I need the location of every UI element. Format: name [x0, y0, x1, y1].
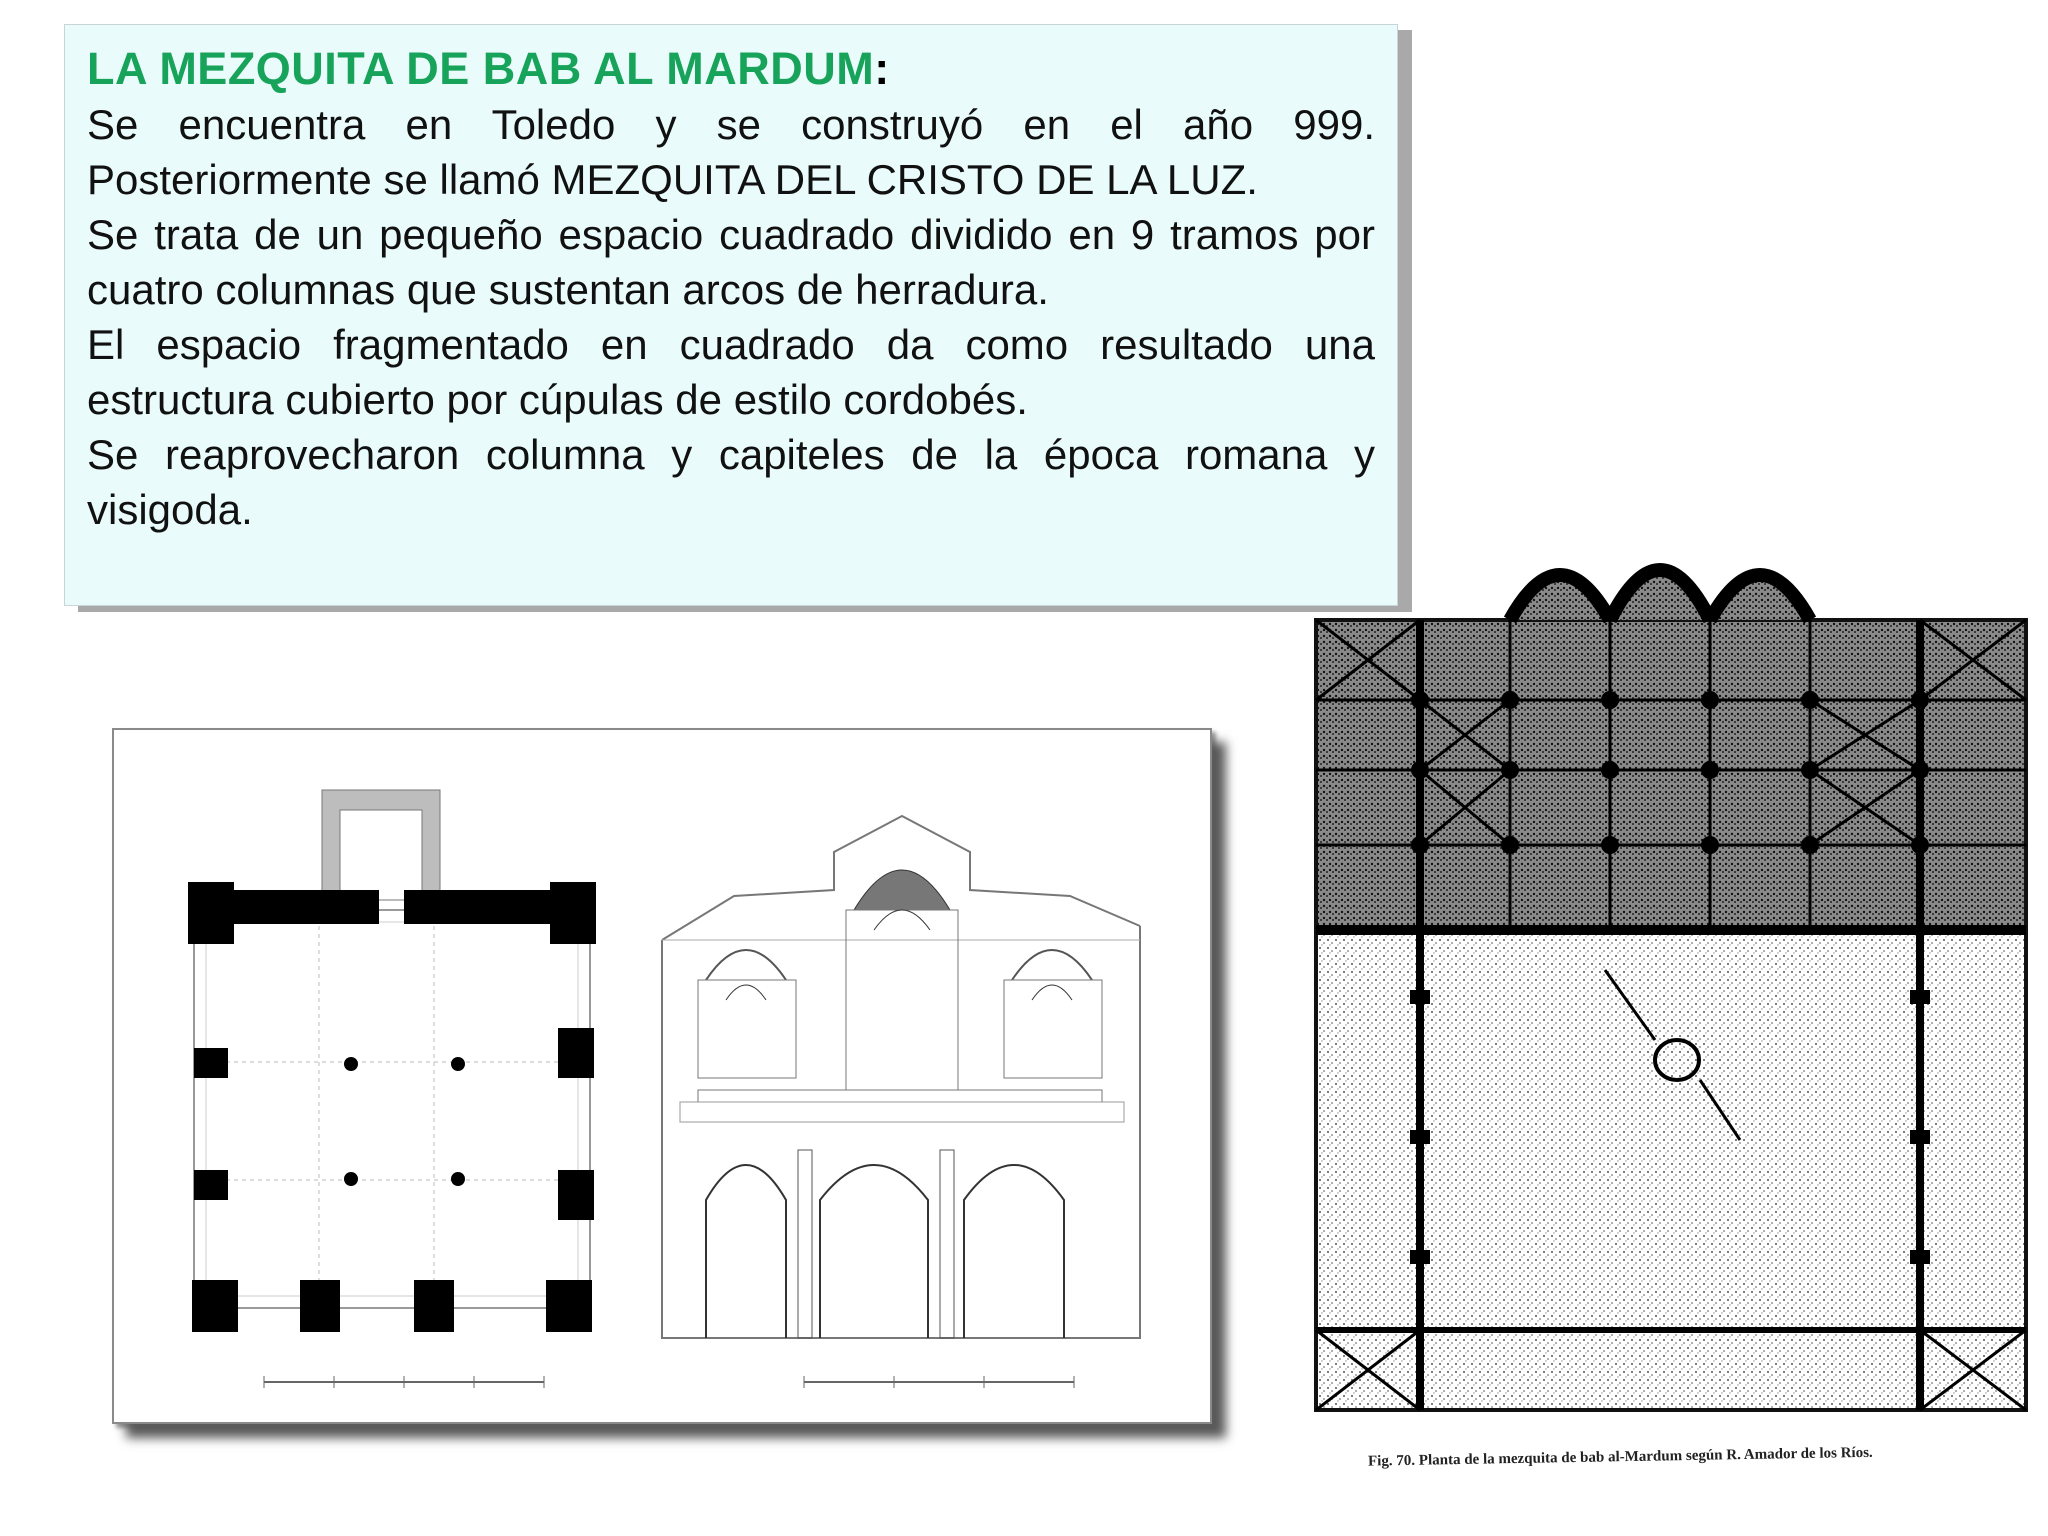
- slide-title: [87, 41, 1375, 97]
- photocopy-plan-figure: [1310, 490, 2042, 1490]
- plan-section-drawing: [114, 730, 1210, 1422]
- photocopy-plan-drawing: [1310, 490, 2042, 1490]
- title-text: LA MEZQUITA DE BAB AL MARDUM: [87, 43, 875, 94]
- plan-and-section-figure: [112, 728, 1212, 1424]
- section-elevation-drawing: [662, 816, 1140, 1388]
- description-box: [64, 24, 1398, 606]
- paragraph-space: Se trata de un pequeño espacio cuadrado dividido en 9 tramos por cuatro columnas que sustentan arcos de herradura.: [87, 211, 1375, 313]
- plan-caption: Fig. 70. Planta de la mezquita de bab al-Mardum según R. Amador de los Ríos.: [1367, 1444, 1873, 1470]
- floor-plan-drawing: [188, 790, 596, 1388]
- paragraph-location: Se encuentra en Toledo y se construyó en el año 999. Posteriormente se llamó MEZQUITA DEL CRISTO DE LA LUZ.: [87, 101, 1375, 203]
- title-colon: :: [874, 43, 890, 94]
- paragraph-structure: El espacio fragmentado en cuadrado da como resultado una estructura cubierto por cúpulas de estilo cordobés.: [87, 321, 1375, 423]
- paragraph-columns: Se reaprovecharon columna y capiteles de la época romana y visigoda.: [87, 431, 1375, 533]
